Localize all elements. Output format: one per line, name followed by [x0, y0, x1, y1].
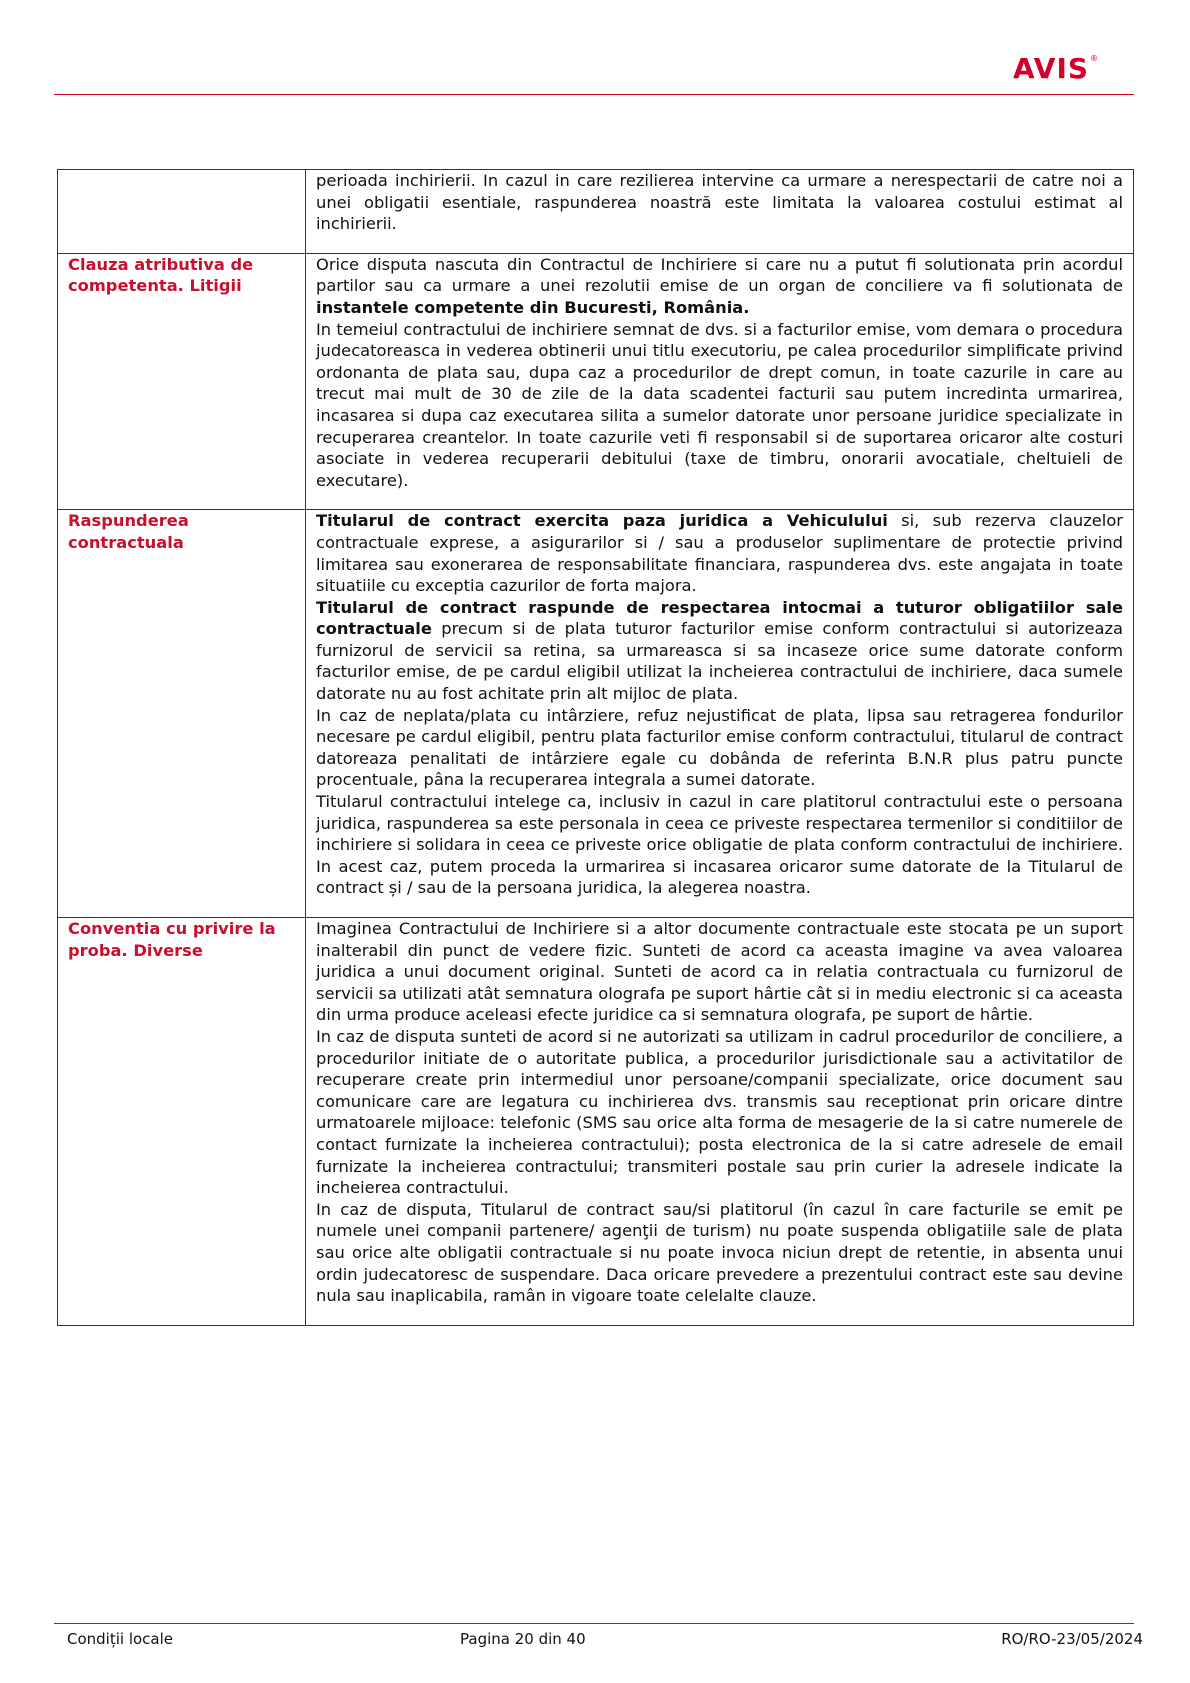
footer-page-number: Pagina 20 din 40 — [460, 1630, 586, 1648]
clause-body — [306, 253, 1134, 510]
text-segment: In caz de neplata/plata cu intârziere, refuz nejustificat de plata, lipsa sau retragerea fondurilor necesare pe cardul eligibil, pentru plata facturilor emise conform contractului, titularul de contract datoreaza penalitati de intârziere egale cu dobânda de referinta B.N.R plus patru puncte procentuale, pâna la recuperarea integrala a sumei datorate. — [316, 705, 1123, 790]
clause-paragraph — [316, 510, 1123, 596]
clause-title: Raspunderea contractuala — [58, 510, 306, 918]
clause-body — [306, 918, 1134, 1326]
clause-paragraph — [316, 1026, 1123, 1199]
text-segment: In caz de disputa sunteti de acord si ne autorizati sa utilizam in cadrul procedurilor de conciliere, a procedurilor initiate de o autoritate publica, a procedurilor jurisdictionale sau a activitatilor de recuperare create prin intermediul unor persoane/companii specializate, orice document sau comunicare care are legatura cu inchirierea dvs. transmis sau receptionat prin oricare dintre urmatoarele mijloace: telefonic (SMS sau orice alta forma de mesagerie de la si catre numerele de contact furnizate la incheierea contractului); posta electronica de la si catre adresele de email furnizate la incheierea contractului; transmiteri postale sau prin curier la adresele indicate la incheierea contractului. — [316, 1026, 1123, 1198]
clause-title: Conventia cu privire la proba. Diverse — [58, 918, 306, 1326]
clause-paragraph — [316, 170, 1123, 235]
clause-row — [58, 918, 1134, 1326]
footer-document-code: RO/RO-23/05/2024 — [1001, 1630, 1143, 1648]
clause-paragraph — [316, 918, 1123, 1026]
registered-mark: ® — [1090, 54, 1100, 63]
clause-paragraph — [316, 1199, 1123, 1307]
footer-document-title: Condiții locale — [67, 1630, 174, 1648]
text-segment: Titularul contractului intelege ca, inclusiv in cazul in care platitorul contractului este o persoana juridica, raspunderea sa este personala in ceea ce priveste respectarea termenilor si conditiilor de inchiriere si solidara in ceea ce priveste orice obligatie de plata conform contractului de inchiriere. In acest caz, putem proceda la urmarirea si incasarea oricaror sume datorate de la Titularul de contract și / sau de la persoana juridica, la alegerea noastra. — [316, 792, 1123, 898]
text-segment: In caz de disputa, Titularul de contract sau/si platitorul (în cazul în care facturile se emit pe numele unei companii partenere/ agenţii de turism) nu poate suspenda obligatiile sale de plata sau orice alte obligatii contractuale si nu poate invoca niciun drept de retentie, in absenta unui ordin judecatoresc de suspendare. Daca oricare prevedere a prezentului contract este sau devine nula sau inaplicabila, ramân in vigoare toate celelalte clauze. — [316, 1199, 1123, 1306]
clause-body — [306, 170, 1134, 254]
clause-title: Clauza atributiva de competenta. Litigii — [58, 253, 306, 510]
clause-paragraph — [316, 319, 1123, 492]
clause-paragraph — [316, 705, 1123, 791]
bold-text: Titularul de contract exercita paza juridica a Vehiculului — [316, 511, 888, 531]
footer-divider — [54, 1623, 1134, 1624]
text-segment: Imaginea Contractului de Inchiriere si a altor documente contractuale este stocata pe un suport inalterabil din punct de vedere fizic. Sunteti de acord ca aceasta imagine va avea valoarea juridica a unui document original. Sunteti de acord ca in relatia contractuala cu furnizorul de servicii sa utilizati atât semnatura olografa pe suport hârtie cât si in mediu electronic si ca aceasta din urma produce aceleasi efecte juridice ca si semnatura olografa, pe suport de hârtie. — [316, 919, 1123, 1025]
text-segment: Orice disputa nascuta din Contractul de Inchiriere si care nu a putut fi solutionata prin acordul partilor sau ca urmare a unei rezolutii emise de un organ de conciliere va fi solutionata de — [316, 254, 1123, 296]
text-segment: si, sub rezerva clauzelor contractuale exprese, a asigurarilor si / sau a produselor suplimentare de protectie privind limitarea sau exonerarea de responsabilitate financiara, raspunderea dvs. este angajata in toate situatiile cu exceptia cazurilor de forta majora. — [316, 511, 1123, 596]
terms-table-body — [58, 170, 1134, 1326]
clause-paragraph — [316, 254, 1123, 319]
logo-text: AVIS — [1013, 52, 1090, 85]
bold-text: instantele competente din Bucuresti, România. — [316, 297, 750, 317]
clause-body — [306, 510, 1134, 918]
terms-table — [57, 169, 1134, 1326]
clause-paragraph — [316, 791, 1123, 899]
bold-text: Titularul de contract raspunde de respectarea intocmai a tuturor obligatiilor sale contractuale — [316, 597, 1123, 639]
clause-paragraph — [316, 597, 1123, 705]
text-segment: precum si de plata tuturor facturilor emise conform contractului si autorizeaza furnizorul de servicii sa retina, sa urmareasca si sa incaseze orice sume datorate conform facturilor emise, de pe cardul eligibil utilizat la incheierea contractului de inchiriere, daca sumele datorate nu au fost achitate prin alt mijloc de plata. — [316, 619, 1123, 704]
header-divider — [54, 94, 1134, 95]
clause-title — [58, 170, 306, 254]
text-segment: In temeiul contractului de inchiriere semnat de dvs. si a facturilor emise, vom demara o procedura judecatoreasca in vederea obtinerii unui titlu executoriu, pe calea procedurilor simplificate privind ordonanta de plata sau, dupa caz a procedurilor de drept comun, in toate cazurile in care au trecut mai mult de 30 de zile de la data scadentei facturii sau putem incredinta urmarirea, incasarea si dupa caz executarea silita a sumelor datorate unor persoane juridice specializate in recuperarea creantelor. In toate cazurile veti fi responsabil si de suportarea oricaror alte costuri asociate in vederea recuperarii debitului (taxe de timbru, onorarii avocatiale, cheltuieli de executare). — [316, 319, 1123, 490]
clause-row — [58, 253, 1134, 510]
avis-logo — [1013, 52, 1100, 85]
clause-row — [58, 510, 1134, 918]
text-segment: perioada inchirierii. In cazul in care rezilierea intervine ca urmare a nerespectarii de catre noi a unei obligatii esentiale, raspunderea noastră este limitata la valoarea costului estimat al inchirierii. — [316, 171, 1123, 234]
clause-row — [58, 170, 1134, 254]
